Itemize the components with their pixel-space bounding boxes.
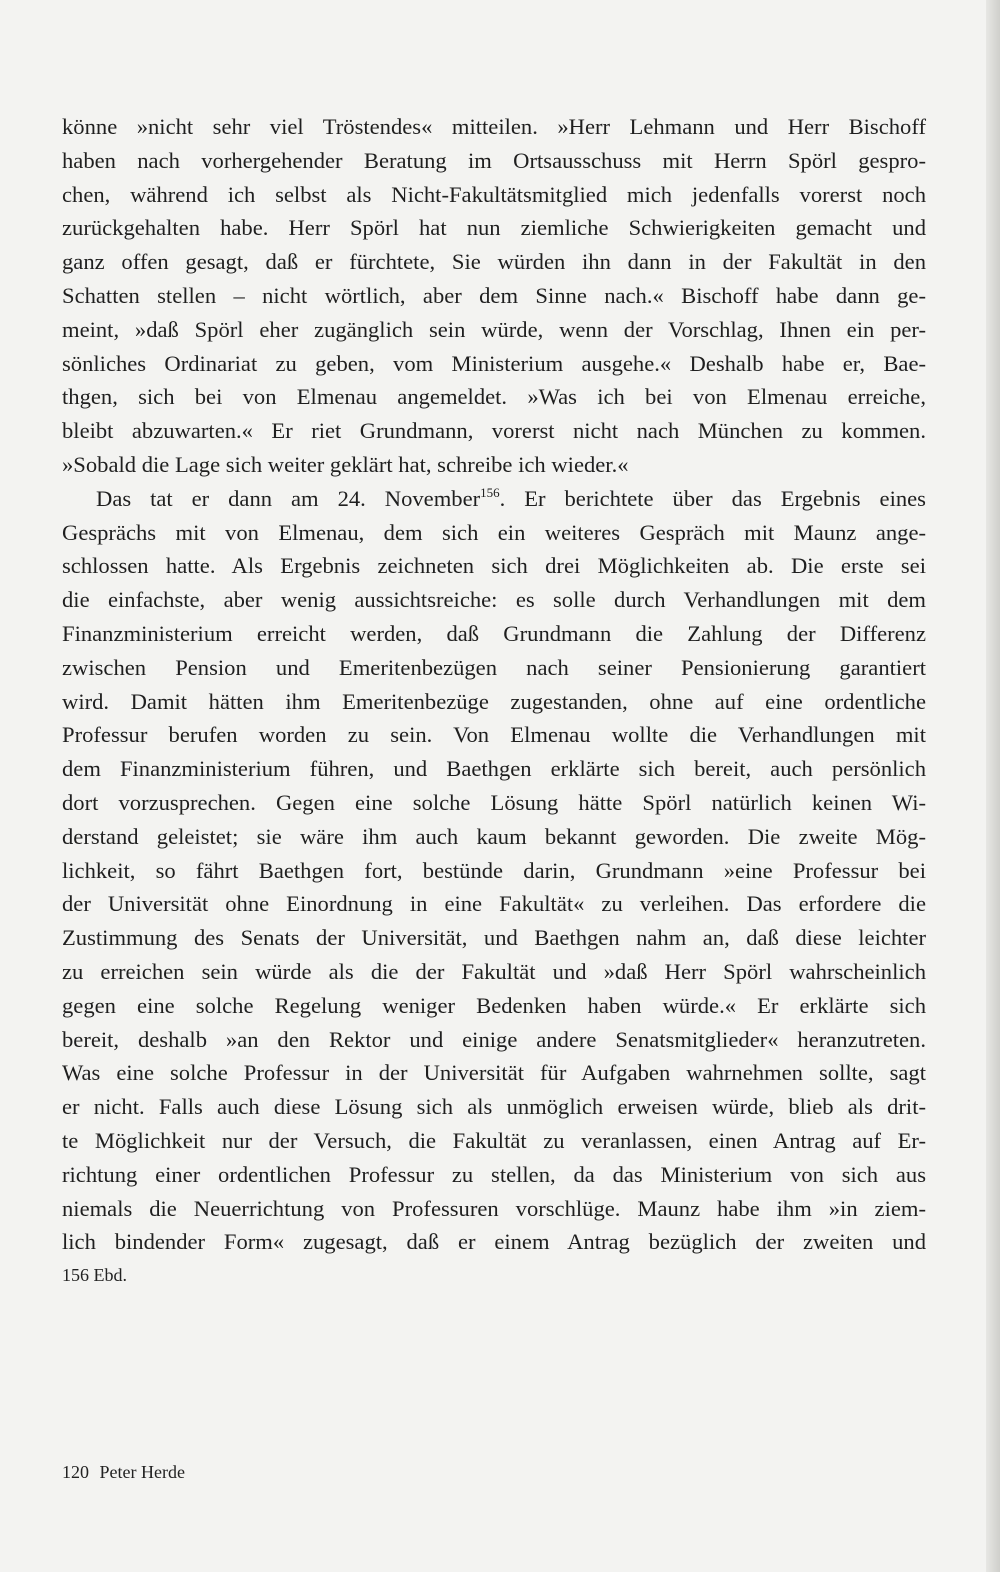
text-line: lich bindender Form« zugesagt, daß er einem Antrag bezüglich der zweiten und bbox=[62, 1229, 926, 1255]
text-line: der Universität ohne Einordnung in eine Fakultät« zu verleihen. Das erfordere die bbox=[62, 891, 926, 917]
text-line: Gesprächs mit von Elmenau, dem sich ein weiteres Gespräch mit Maunz ange- bbox=[62, 519, 926, 545]
body-text bbox=[62, 110, 926, 1259]
text-line: Was eine solche Professur in der Universität für Aufgaben wahrnehmen sollte, sagt bbox=[62, 1060, 926, 1086]
text-line: bereit, deshalb »an den Rektor und einige andere Senatsmitglieder« heranzutreten. bbox=[62, 1026, 926, 1052]
text-line: zwischen Pension und Emeritenbezügen nach seiner Pensionierung garantiert bbox=[62, 654, 926, 680]
text-line: lichkeit, so fährt Baethgen fort, bestünde darin, Grundmann »eine Professur bei bbox=[62, 857, 926, 883]
text-line: wird. Damit hätten ihm Emeritenbezüge zugestanden, ohne auf eine ordentliche bbox=[62, 688, 926, 714]
text-line: »Sobald die Lage sich weiter geklärt hat, schreibe ich wieder.« bbox=[62, 451, 629, 477]
text-line: Zustimmung des Senats der Universität, und Baethgen nahm an, daß diese leichter bbox=[62, 925, 926, 951]
text-line: gegen eine solche Regelung weniger Bedenken haben würde.« Er erklärte sich bbox=[62, 992, 926, 1018]
text-line: dort vorzusprechen. Gegen eine solche Lösung hätte Spörl natürlich keinen Wi- bbox=[62, 789, 926, 815]
page-edge-shadow bbox=[986, 0, 1000, 1572]
text-line: haben nach vorhergehender Beratung im Ortsausschuss mit Herrn Spörl gespro- bbox=[62, 147, 926, 173]
text-line: meint, »daß Spörl eher zugänglich sein würde, wenn der Vorschlag, Ihnen ein per- bbox=[62, 316, 926, 342]
paragraph-first-line bbox=[62, 482, 926, 516]
text-line: niemals die Neuerrichtung von Professuren vorschlüge. Maunz habe ihm »in ziem- bbox=[62, 1195, 926, 1221]
text-line: sönliches Ordinariat zu geben, vom Ministerium ausgehe.« Deshalb habe er, Bae- bbox=[62, 350, 926, 376]
text-line: derstand geleistet; sie wäre ihm auch kaum bekannt geworden. Die zweite Mög- bbox=[62, 823, 926, 849]
text-run: . Er berichtete über das Ergebnis eines bbox=[499, 485, 926, 511]
author-name: Peter Herde bbox=[99, 1462, 185, 1482]
text-line: richtung einer ordentlichen Professur zu stellen, da das Ministerium von sich aus bbox=[62, 1161, 926, 1187]
text-line: bleibt abzuwarten.« Er riet Grundmann, vorerst nicht nach München zu kommen. bbox=[62, 418, 926, 444]
text-line: Professur berufen worden zu sein. Von Elmenau wollte die Verhandlungen mit bbox=[62, 722, 926, 748]
text-line: chen, während ich selbst als Nicht-Fakultätsmitglied mich jedenfalls vorerst noch bbox=[62, 181, 926, 207]
footnote: 156 Ebd. bbox=[62, 1265, 127, 1285]
text-line: te Möglichkeit nur der Versuch, die Fakultät zu veranlassen, einen Antrag auf Er- bbox=[62, 1127, 926, 1153]
running-footer bbox=[62, 1462, 185, 1483]
text-line: die einfachste, aber wenig aussichtsreiche: es solle durch Verhandlungen mit dem bbox=[62, 587, 926, 613]
footnote-reference: 156 bbox=[480, 484, 500, 500]
text-line: Schatten stellen – nicht wörtlich, aber dem Sinne nach.« Bischoff habe dann ge- bbox=[62, 282, 926, 308]
text-line: ganz offen gesagt, daß er fürchtete, Sie würden ihn dann in der Fakultät in den bbox=[62, 249, 926, 275]
text-line: thgen, sich bei von Elmenau angemeldet. »Was ich bei von Elmenau erreiche, bbox=[62, 384, 926, 410]
text-line: er nicht. Falls auch diese Lösung sich als unmöglich erweisen würde, blieb als drit- bbox=[62, 1094, 926, 1120]
text-line: schlossen hatte. Als Ergebnis zeichneten sich drei Möglichkeiten ab. Die erste sei bbox=[62, 553, 926, 579]
text-run: Das tat er dann am 24. November bbox=[96, 485, 481, 511]
text-line: könne »nicht sehr viel Tröstendes« mitteilen. »Herr Lehmann und Herr Bischoff bbox=[62, 114, 926, 139]
text-line: Finanzministerium erreicht werden, daß Grundmann die Zahlung der Differenz bbox=[62, 620, 926, 646]
text-line: dem Finanzministerium führen, und Baethgen erklärte sich bereit, auch persönlich bbox=[62, 756, 926, 782]
text-line: zurückgehalten habe. Herr Spörl hat nun ziemliche Schwierigkeiten gemacht und bbox=[62, 215, 926, 241]
page-number: 120 bbox=[62, 1462, 89, 1482]
text-line: zu erreichen sein würde als die der Fakultät und »daß Herr Spörl wahrscheinlich bbox=[62, 958, 926, 984]
